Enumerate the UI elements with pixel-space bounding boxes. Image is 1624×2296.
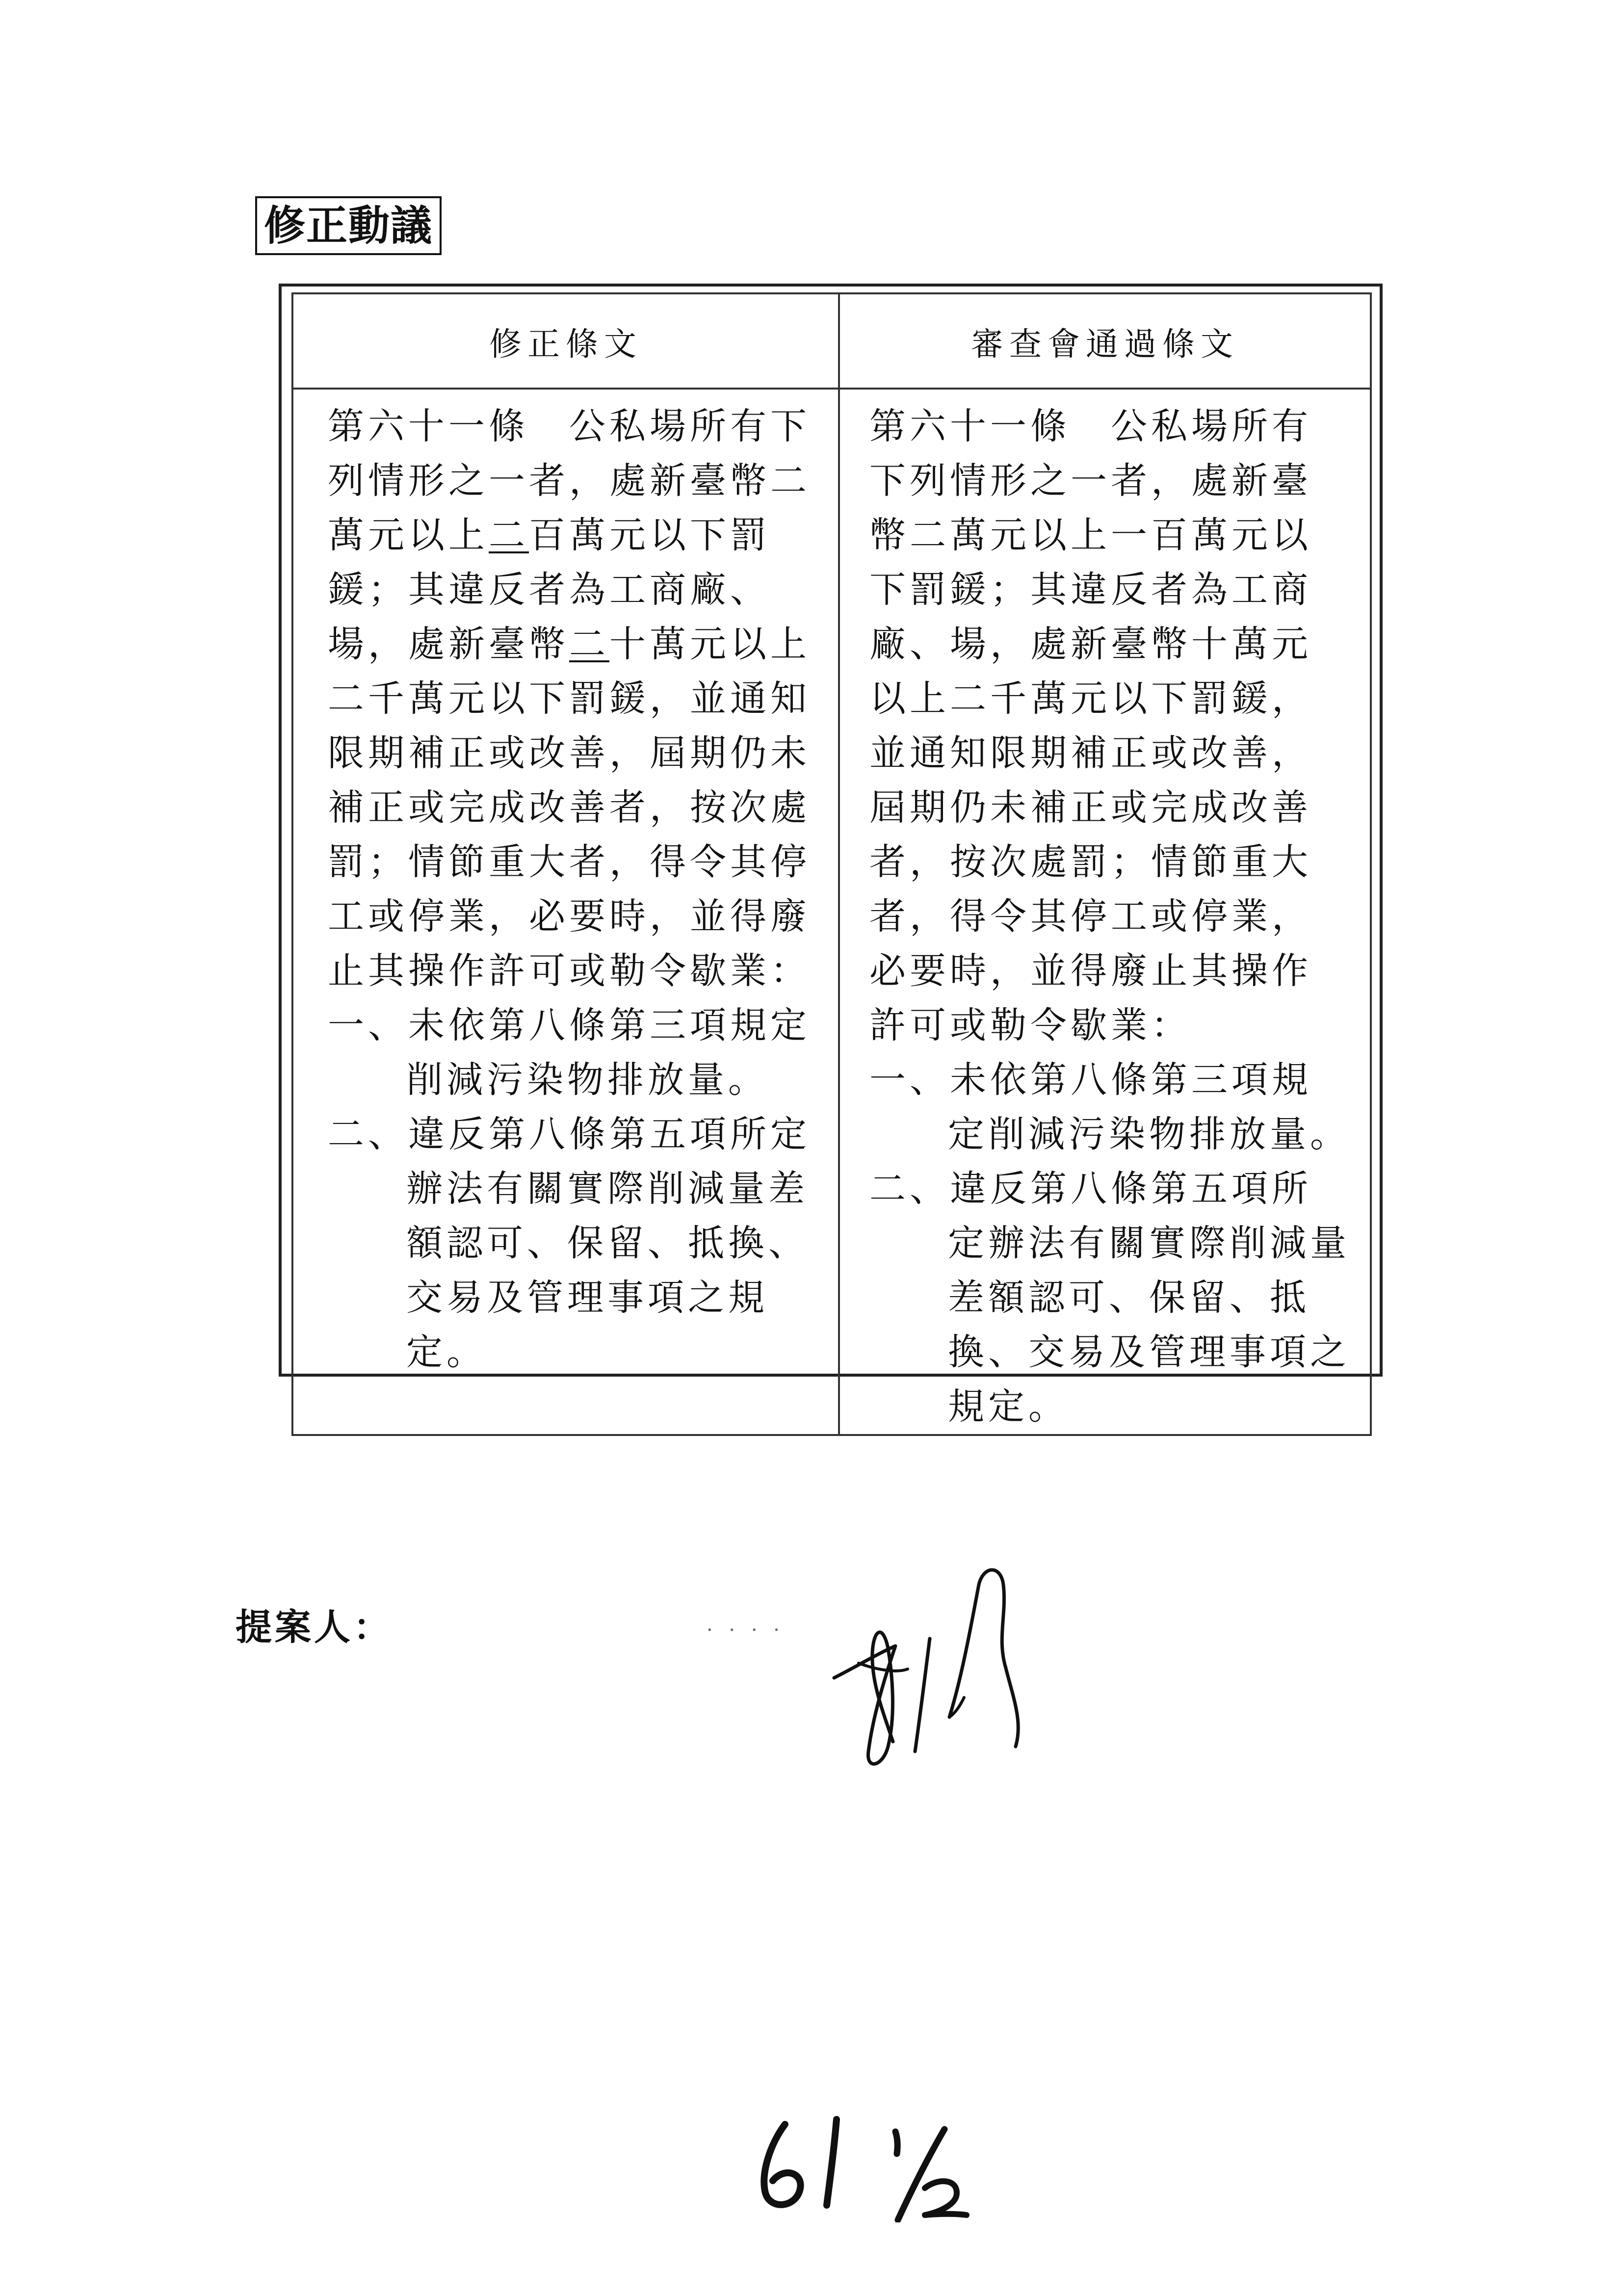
handwritten-page-number [751, 2105, 986, 2222]
header-committee-text: 審查會通過條文 [839, 293, 1371, 389]
amended-article-cell [292, 389, 839, 1435]
amended-amount-underline: 二 [569, 623, 609, 665]
motion-heading: 修正動議 [255, 196, 442, 255]
amended-amount-underline: 二 [489, 514, 529, 556]
comparison-table [279, 284, 1383, 1428]
handwritten-signature [814, 1555, 1089, 1781]
amended-article-lead: 第六十一條 公私場所有下列情形之一者，處新臺幣二萬元以上二百萬元以下罰鍰；其違反者為工商廠、場，處新臺幣二十萬元以上二千萬元以下罰鍰，並通知限期補正或改善，屆期仍未補正或完成改善者，按次處罰；情節重大者，得令其停工或停業，必要時，並得廢止其操作許可或勒令歇業： [328, 405, 811, 992]
proposer-label: 提案人： [236, 1606, 393, 1648]
amended-item-1: 一、未依第八條第三項規定削減污染物排放量。 [328, 1004, 811, 1101]
committee-item-1: 一、未依第八條第三項規定削減污染物排放量。 [869, 1059, 1350, 1155]
header-amended-text: 修正條文 [292, 293, 839, 389]
committee-item-2: 二、違反第八條第五項所定辦法有關實際削減量差額認可、保留、抵換、交易及管理事項之規定。 [869, 1168, 1350, 1428]
signature-dots: · · · · [707, 1619, 785, 1642]
committee-article-lead: 第六十一條 公私場所有下列情形之一者，處新臺幣二萬元以上一百萬元以下罰鍰；其違反者為工商廠、場，處新臺幣十萬元以上二千萬元以下罰鍰，並通知限期補正或改善，屆期仍未補正或完成改善者，按次處罰；情節重大者，得令其停工或停業，必要時，並得廢止其操作許可或勒令歇業： [869, 405, 1312, 1046]
committee-article-cell [839, 389, 1371, 1435]
amended-item-2: 二、違反第八條第五項所定辦法有關實際削減量差額認可、保留、抵換、交易及管理事項之規定。 [328, 1113, 811, 1373]
